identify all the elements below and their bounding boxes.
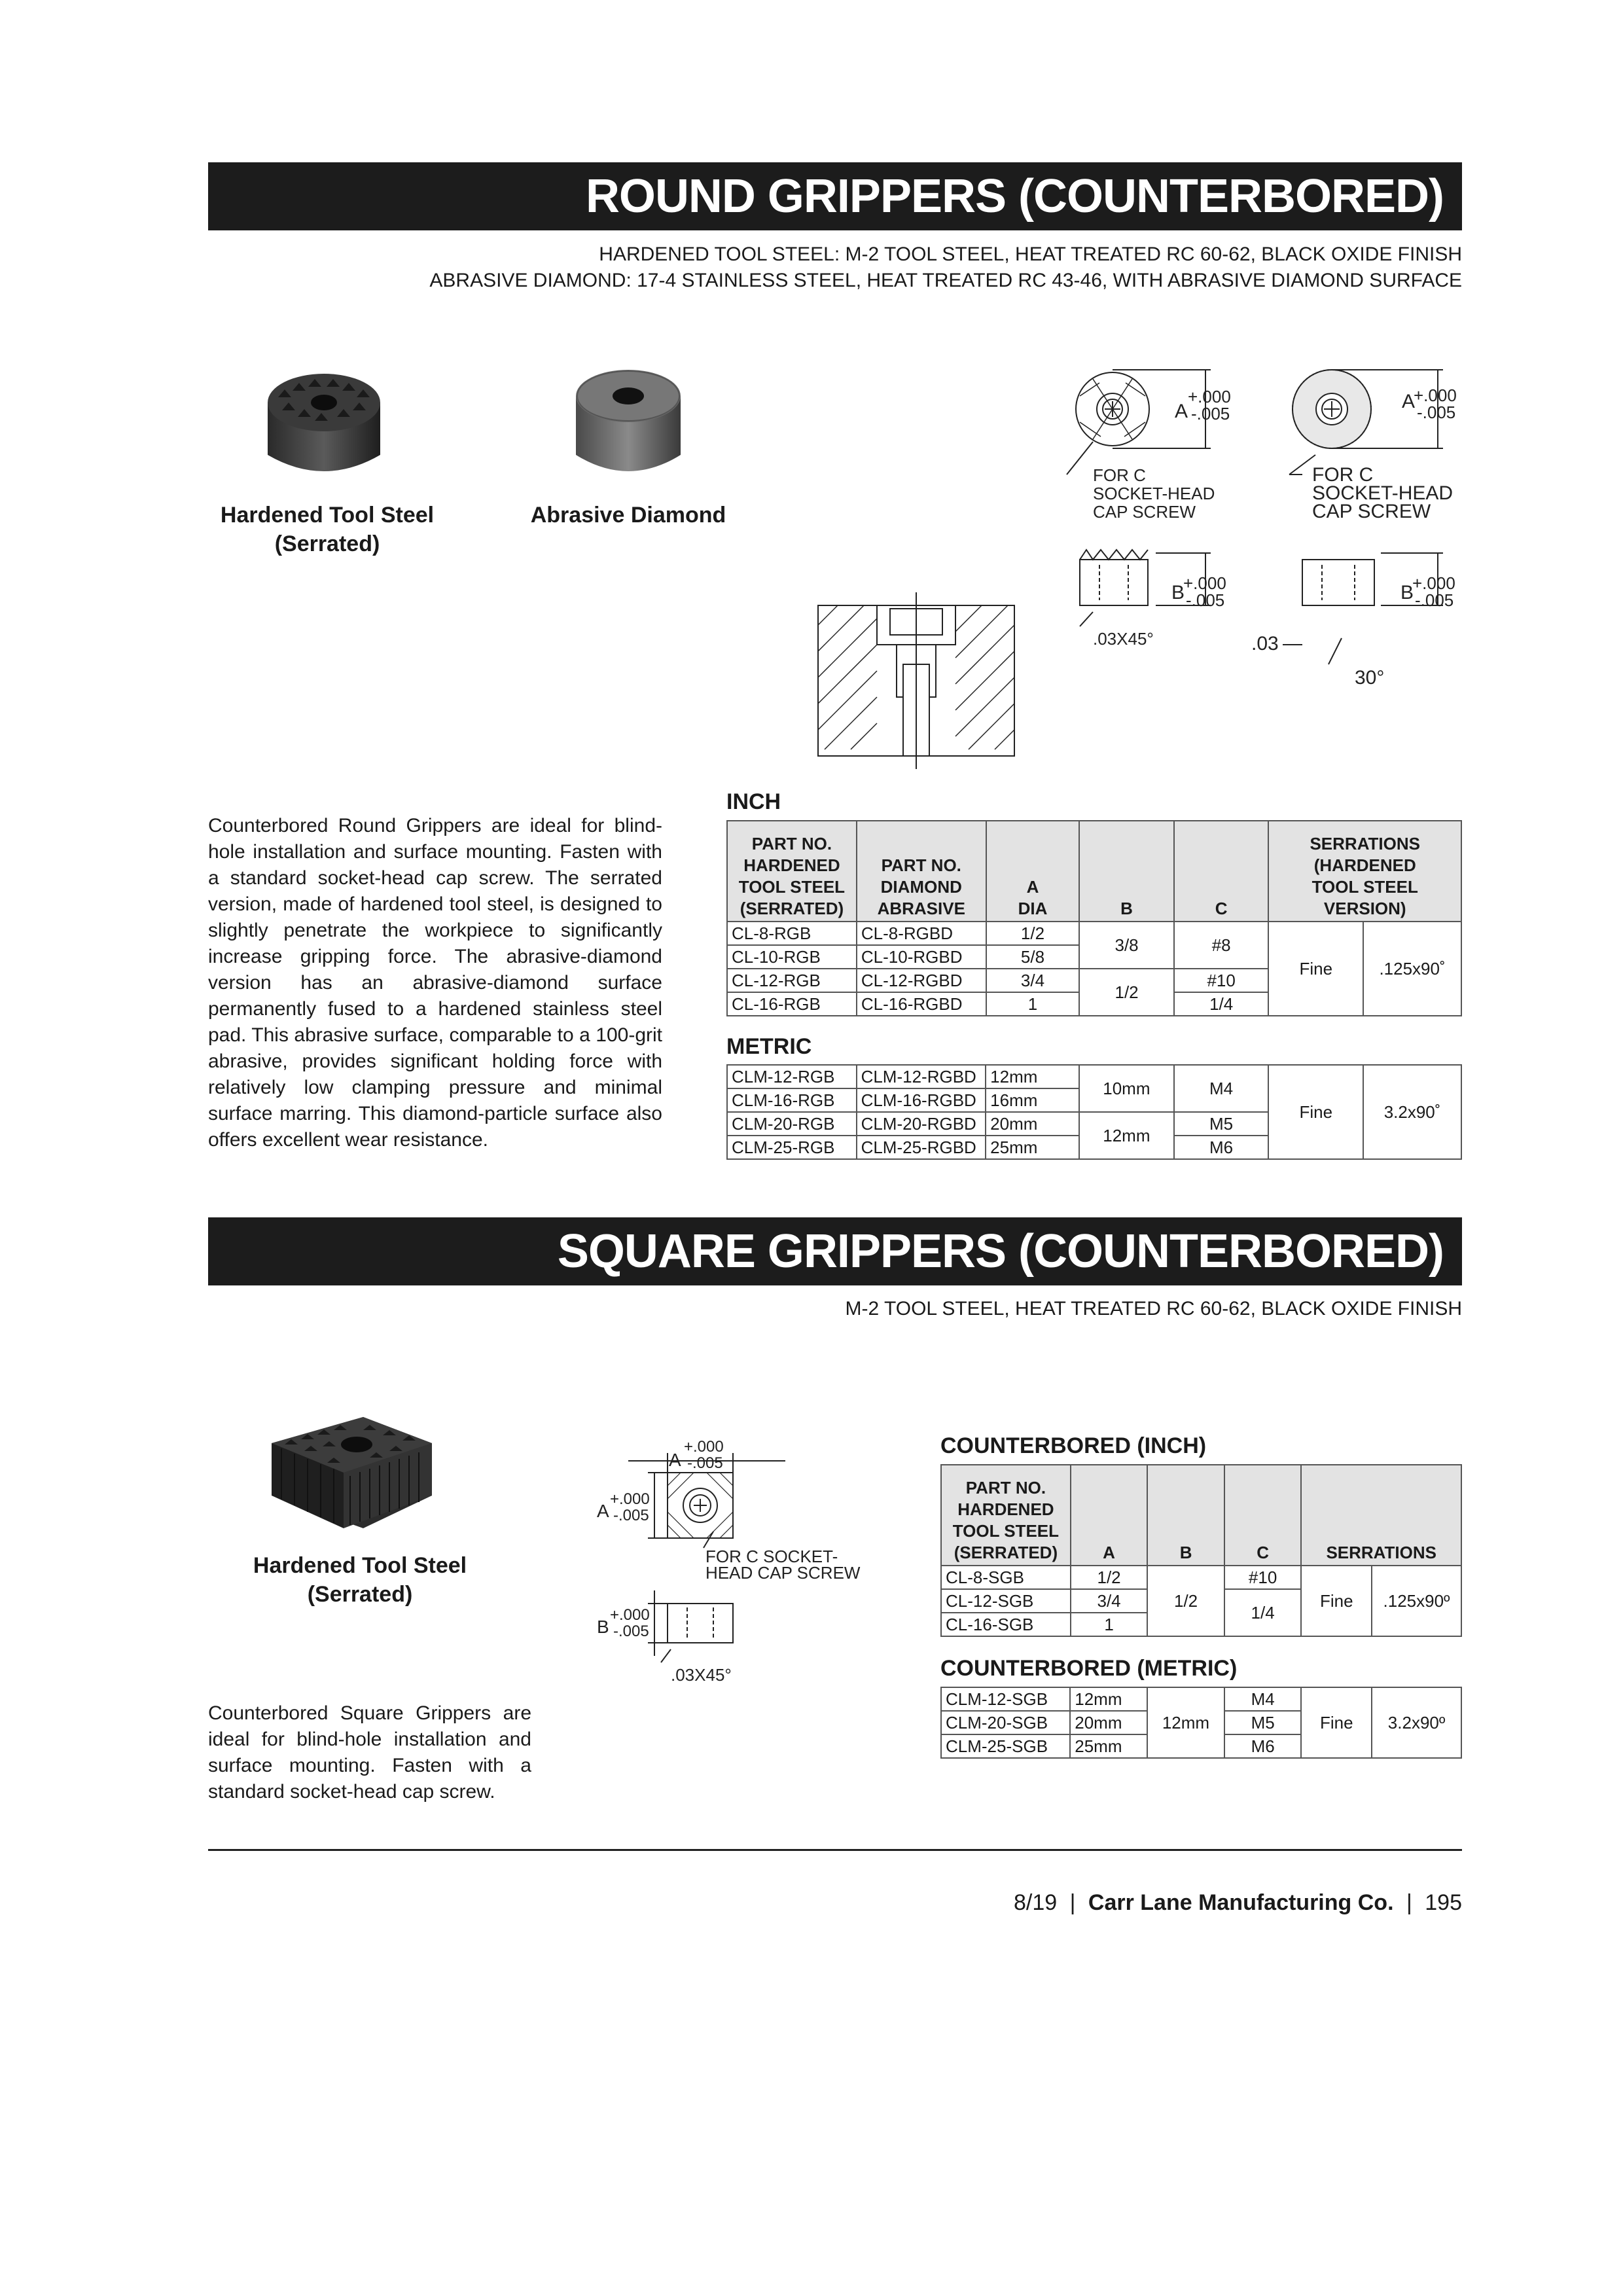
cell-part: CLM-25-RGB [727, 1136, 857, 1159]
square-inch-table [940, 1464, 1462, 1637]
cell-a: 1/2 [986, 922, 1080, 945]
table-row [941, 1566, 1461, 1589]
cell-a: 3/4 [986, 969, 1080, 992]
footer-company: Carr Lane Manufacturing Co. [1088, 1890, 1394, 1915]
cell-serr-size: 3.2x90º [1372, 1687, 1461, 1758]
cell-serr-size: .125x90º [1372, 1566, 1461, 1636]
cell-part-diamond: CL-16-RGBD [857, 992, 986, 1016]
cell-a: 1 [1071, 1613, 1148, 1636]
cell-part-diamond: CL-8-RGBD [857, 922, 986, 945]
cell-serr-type: Fine [1301, 1687, 1372, 1758]
cell-a: 1 [986, 992, 1080, 1016]
square-for-c-1: FOR C SOCKET- [705, 1547, 838, 1566]
round-b-plus-2: +.000 [1412, 573, 1455, 593]
cell-part: CLM-20-SGB [941, 1711, 1070, 1734]
cell-c: M5 [1224, 1711, 1302, 1734]
square-a-plus-side: +.000 [610, 1490, 650, 1508]
round-diamond-photo [563, 357, 694, 488]
cell-c: M5 [1174, 1112, 1269, 1136]
square-b-plus: +.000 [610, 1606, 650, 1624]
cell-part-diamond: CLM-20-RGBD [857, 1112, 986, 1136]
cell-a: 12mm [1070, 1687, 1147, 1711]
cell-c: 1/4 [1224, 1589, 1302, 1636]
round-serrated-photo [259, 357, 389, 488]
cell-a: 25mm [986, 1136, 1079, 1159]
round-inch-label: INCH [726, 789, 781, 814]
col-header-c: C [1224, 1465, 1302, 1566]
round-chamfer: .03X45° [1093, 629, 1154, 649]
cell-serr-type: Fine [1301, 1566, 1372, 1636]
cell-b: 1/2 [1079, 969, 1174, 1016]
square-a-minus-top: -.005 [687, 1454, 723, 1472]
square-a-letter-top: A [669, 1450, 681, 1470]
table-header-row [727, 821, 1461, 922]
round-a-minus-2: -.005 [1417, 403, 1456, 422]
footer-page-number: 195 [1425, 1890, 1462, 1915]
cell-part-diamond: CLM-12-RGBD [857, 1065, 986, 1088]
cell-part: CLM-12-RGB [727, 1065, 857, 1088]
cell-c: #10 [1224, 1566, 1302, 1589]
round-for-c-1b: FOR C [1312, 464, 1374, 486]
square-for-c-2: HEAD CAP SCREW [705, 1563, 861, 1583]
cell-part: CL-10-RGB [727, 945, 857, 969]
cell-a: 5/8 [986, 945, 1080, 969]
cell-b: 3/8 [1079, 922, 1174, 969]
table-row [941, 1687, 1461, 1711]
cell-part-diamond: CL-12-RGBD [857, 969, 986, 992]
square-a-letter-side: A [597, 1501, 609, 1521]
col-header-serrations: SERRATIONS [1301, 1465, 1461, 1566]
cell-a: 20mm [1070, 1711, 1147, 1734]
caption-line: (Serrated) [307, 1582, 413, 1607]
round-serrated-caption [196, 501, 458, 558]
round-a-letter: A [1175, 401, 1188, 422]
col-header-part-hardened: PART NO. HARDENED TOOL STEEL (SERRATED) [727, 821, 857, 922]
footer-separator: | [1406, 1890, 1412, 1915]
square-b-letter: B [597, 1617, 609, 1637]
table-row [727, 922, 1461, 945]
cell-c: M4 [1174, 1065, 1269, 1112]
square-inch-label: COUNTERBORED (INCH) [940, 1433, 1207, 1458]
round-b-plus: +.000 [1183, 573, 1226, 593]
col-header-serrations: SERRATIONS (HARDENED TOOL STEEL VERSION) [1268, 821, 1461, 922]
cell-b: 1/2 [1147, 1566, 1224, 1636]
round-b-minus-2: -.005 [1415, 590, 1454, 610]
table-row [727, 1065, 1461, 1088]
col-header-b: B [1079, 821, 1174, 922]
square-a-minus-side: -.005 [613, 1507, 649, 1524]
cell-part: CLM-25-SGB [941, 1734, 1070, 1758]
cell-part: CL-12-SGB [941, 1589, 1071, 1613]
round-for-c-1: FOR C [1093, 465, 1146, 485]
cell-part: CL-8-RGB [727, 922, 857, 945]
cell-part-diamond: CLM-16-RGBD [857, 1088, 986, 1112]
square-serrated-photo [265, 1410, 438, 1535]
cell-part: CLM-12-SGB [941, 1687, 1070, 1711]
cell-c: 1/4 [1174, 992, 1269, 1016]
round-b-minus: -.005 [1186, 590, 1225, 610]
round-chamfer-2: .03 [1251, 633, 1279, 655]
cell-b: 12mm [1147, 1687, 1224, 1758]
round-metric-table [726, 1064, 1462, 1160]
cell-b: 10mm [1079, 1065, 1174, 1112]
round-spec-line-1: HARDENED TOOL STEEL: M-2 TOOL STEEL, HEAT TREATED RC 60-62, BLACK OXIDE FINISH [599, 243, 1462, 265]
square-serrated-caption [223, 1551, 497, 1609]
cell-c: #10 [1174, 969, 1269, 992]
col-header-b: B [1147, 1465, 1224, 1566]
caption-line: (Serrated) [274, 531, 380, 556]
cell-a: 12mm [986, 1065, 1079, 1088]
round-technical-drawing [805, 357, 1472, 769]
cell-serr-size: .125x90˚ [1363, 922, 1461, 1016]
round-a-letter-2: A [1402, 391, 1416, 412]
round-a-minus: -.005 [1191, 404, 1230, 423]
round-a-plus-2: +.000 [1414, 386, 1457, 405]
square-spec-line: M-2 TOOL STEEL, HEAT TREATED RC 60-62, BLACK OXIDE FINISH [845, 1298, 1462, 1319]
round-angle: 30° [1355, 667, 1385, 689]
caption-line: Hardened Tool Steel [220, 503, 435, 528]
square-grippers-banner: SQUARE GRIPPERS (COUNTERBORED) [208, 1217, 1462, 1285]
cell-serr-size: 3.2x90˚ [1363, 1065, 1461, 1159]
square-metric-label: COUNTERBORED (METRIC) [940, 1656, 1238, 1681]
footer-date: 8/19 [1013, 1890, 1058, 1915]
cell-serr-type: Fine [1268, 1065, 1363, 1159]
col-header-a: A [1071, 1465, 1148, 1566]
round-for-c-2: SOCKET-HEAD [1093, 484, 1215, 503]
col-header-a-dia: A DIA [986, 821, 1080, 922]
square-b-minus: -.005 [613, 1623, 649, 1640]
round-b-letter: B [1171, 582, 1185, 603]
square-technical-drawing [589, 1433, 877, 1695]
round-diamond-caption: Abrasive Diamond [530, 503, 726, 528]
cell-a: 20mm [986, 1112, 1079, 1136]
footer-separator: | [1069, 1890, 1076, 1915]
caption-line: Hardened Tool Steel [253, 1553, 467, 1578]
col-header-c: C [1174, 821, 1269, 922]
cell-c: M6 [1224, 1734, 1302, 1758]
cell-part: CL-16-SGB [941, 1613, 1071, 1636]
round-metric-label: METRIC [726, 1034, 812, 1059]
cell-a: 16mm [986, 1088, 1079, 1112]
footer-divider [208, 1849, 1462, 1851]
cell-part: CL-16-RGB [727, 992, 857, 1016]
cell-c: M6 [1174, 1136, 1269, 1159]
cell-a: 3/4 [1071, 1589, 1148, 1613]
cell-c: #8 [1174, 922, 1269, 969]
round-spec-line-2: ABRASIVE DIAMOND: 17-4 STAINLESS STEEL, HEAT TREATED RC 43-46, WITH ABRASIVE DIAMOND SURFACE [429, 270, 1462, 291]
round-grippers-banner: ROUND GRIPPERS (COUNTERBORED) [208, 162, 1462, 230]
round-inch-table [726, 820, 1462, 1016]
cell-part: CL-8-SGB [941, 1566, 1071, 1589]
cell-a: 25mm [1070, 1734, 1147, 1758]
table-header-row [941, 1465, 1461, 1566]
cell-b: 12mm [1079, 1112, 1174, 1159]
col-header-part: PART NO. HARDENED TOOL STEEL (SERRATED) [941, 1465, 1071, 1566]
square-a-plus-top: +.000 [684, 1438, 724, 1456]
col-header-part-diamond: PART NO. DIAMOND ABRASIVE [857, 821, 986, 922]
square-metric-table [940, 1687, 1462, 1759]
cell-part: CLM-20-RGB [727, 1112, 857, 1136]
square-description: Counterbored Square Grippers are ideal for blind-hole installation and surface mounting. Fasten with a standard socket-head cap screw. [208, 1702, 531, 1803]
round-a-plus: +.000 [1188, 387, 1231, 406]
cell-serr-type: Fine [1268, 922, 1363, 1016]
cell-part: CL-12-RGB [727, 969, 857, 992]
cell-c: M4 [1224, 1687, 1302, 1711]
cell-part-diamond: CL-10-RGBD [857, 945, 986, 969]
round-for-c-3b: CAP SCREW [1312, 501, 1431, 522]
round-for-c-2b: SOCKET-HEAD [1312, 482, 1454, 504]
page-footer [1014, 1890, 1462, 1916]
cell-a: 1/2 [1071, 1566, 1148, 1589]
square-chamfer: .03X45° [671, 1665, 732, 1685]
round-for-c-3: CAP SCREW [1093, 502, 1196, 522]
cell-part-diamond: CLM-25-RGBD [857, 1136, 986, 1159]
round-b-letter-2: B [1400, 582, 1414, 603]
round-description: Counterbored Round Grippers are ideal for blind-hole installation and surface mounting. Fasten with a standard socket-head cap screw. The serrated version, made of hardened tool steel, is designed to slightly penetrate the workpiece to significantly increase gripping force. The abrasive-diamond version has an abrasive-diamond surface permanently fused to a hardened stainless steel pad. This abrasive surface, comparable to a 100-grit abrasive, provides significant holding force with relatively low clamping pressure and minimal surface marring. This diamond-particle surface also offers excellent wear resistance. [208, 815, 662, 1151]
cell-part: CLM-16-RGB [727, 1088, 857, 1112]
